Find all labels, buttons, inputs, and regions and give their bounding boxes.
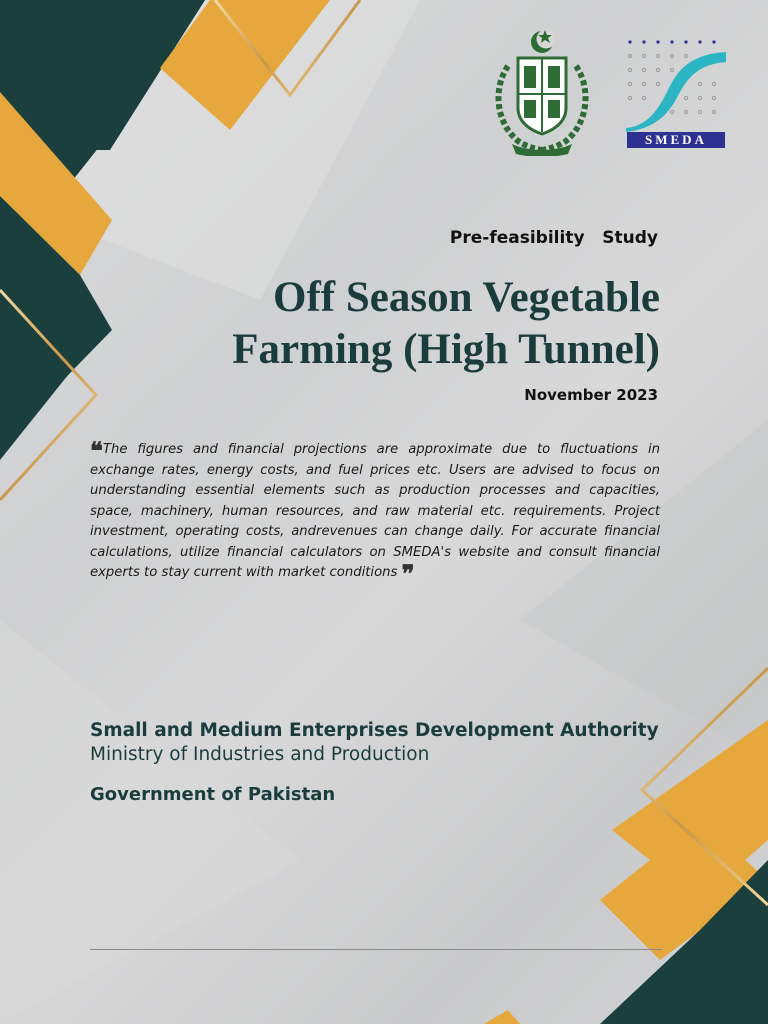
title-line-2: Farming (High Tunnel) [232, 326, 660, 373]
close-quote-icon: ❞ [401, 559, 415, 588]
ministry-name: Ministry of Industries and Production [90, 744, 430, 765]
pre-title: Pre-feasibility Study [449, 228, 658, 248]
publication-date: November 2023 [524, 386, 658, 404]
smeda-wordmark: SMEDA [627, 132, 725, 148]
open-quote-icon: ❝ [90, 436, 103, 465]
footer-divider [90, 949, 662, 950]
disclaimer-text [90, 436, 660, 588]
document-title [140, 272, 660, 376]
title-line-1: Off Season Vegetable [273, 274, 660, 321]
disclaimer-body: The figures and financial projections are approximate due to fluctuations in exchange rates, energy costs, and fuel prices etc. Users are advised to focus on understanding essential elements such as production processes and capacities, space, machinery, human resources, and raw material etc. requirements. Project investment, operating costs, andrevenues can change daily. For accurate financial calculations, utilize financial calculators on SMEDA's website and consult financial experts to stay current with market conditions [90, 442, 660, 580]
organization-name: Small and Medium Enterprises Development Authority [90, 720, 659, 741]
state-emblem-icon [488, 26, 596, 156]
government-name: Government of Pakistan [90, 784, 336, 805]
